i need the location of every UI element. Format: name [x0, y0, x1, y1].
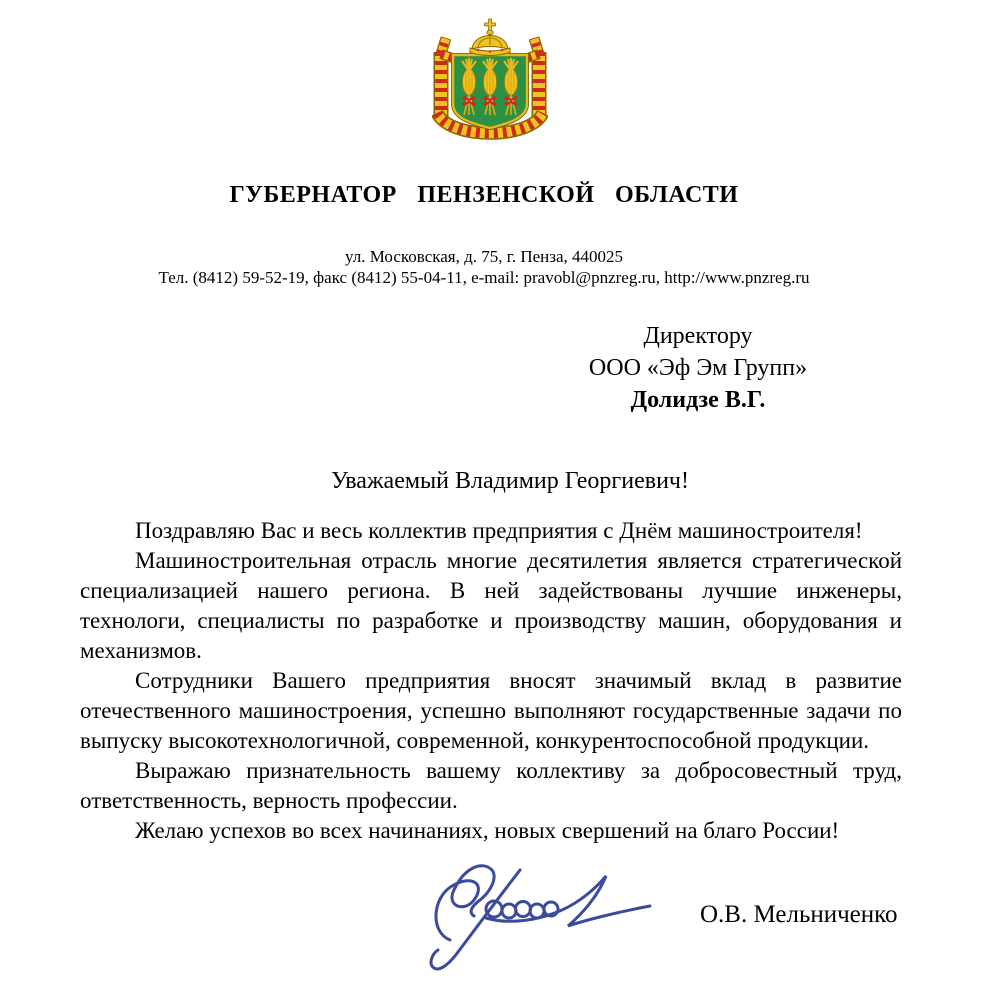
body-paragraph: Поздравляю Вас и весь коллектив предприятия с Днём машиностроителя! [135, 518, 863, 543]
crown-icon [470, 19, 510, 56]
org-title: ГУБЕРНАТОР ПЕНЗЕНСКОЙ ОБЛАСТИ [229, 182, 739, 208]
handwritten-signature-icon [420, 848, 668, 976]
penza-coat-of-arms-icon [432, 18, 548, 146]
signer-name: О.В. Мельниченко [700, 901, 898, 928]
salutation: Уважаемый Владимир Георгиевич! [331, 468, 689, 494]
recipient-position: Директору [643, 323, 753, 349]
org-address: ул. Московская, д. 75, г. Пенза, 440025 [344, 247, 624, 266]
body-paragraph: Желаю успехов во всех начинаниях, новых свершений на благо России! [135, 818, 840, 843]
letterhead [0, 182, 984, 288]
recipient-block [578, 320, 818, 416]
body-paragraph: Машиностроительная отрасль многие десятилетия является стратегической специализацией нашего региона. В ней задействованы лучшие инженеры, технологи, специалисты по разработке и производству машин, оборудования и механизмов. [80, 548, 902, 663]
body-paragraph: Выражаю признательность вашему коллективу за добросовестный труд, ответственность, верность профессии. [80, 758, 902, 813]
org-contacts: Тел. (8412) 59-52-19, факс (8412) 55-04-11, e-mail: pravobl@pnzreg.ru, http://www.pnzreg.ru [158, 268, 810, 287]
recipient-organization: ООО «Эф Эм Групп» [588, 355, 808, 381]
body-paragraph: Сотрудники Вашего предприятия вносят значимый вклад в развитие отечественного машиностроения, успешно выполняют государственные задачи по выпуску высокотехнологичной, современной, конкурентоспособной продукции. [80, 668, 902, 753]
letter-body [80, 516, 902, 846]
recipient-name: Долидзе В.Г. [630, 387, 766, 413]
